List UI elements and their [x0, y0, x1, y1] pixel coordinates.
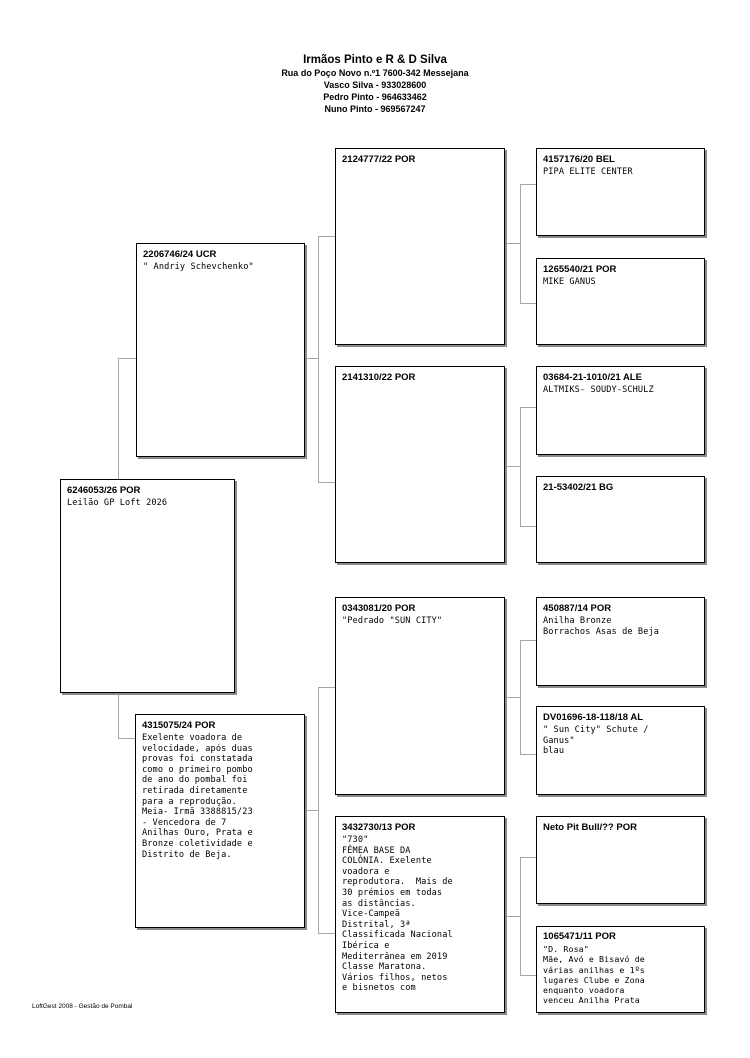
- connector-line: [520, 407, 536, 408]
- dam-sire-dam-description: " Sun City" Schute / Ganus" blau: [543, 725, 649, 757]
- dam-description: Exelente voadora de velocidade, após duas provas foi constatada como o primeiro pombo de ano do pombal foi retirada diretamente para a reprodução. Meia- Irmã 3388815/23 - Vencedora de 7 Anilhas Ouro, Prata e Bronze coletividade e Distrito de Beja.: [142, 733, 253, 860]
- connector-line: [520, 184, 521, 303]
- sire-sire-sire-ring: 4157176/20 BEL: [543, 154, 615, 165]
- connector-line: [318, 236, 335, 237]
- pigeon-description: Leilão GP Loft 2026: [67, 498, 168, 508]
- connector-line: [505, 916, 520, 917]
- sire-card[interactable]: [136, 243, 305, 457]
- dam-dam-dam-card[interactable]: [536, 926, 705, 1013]
- connector-line: [505, 697, 520, 698]
- dam-dam-card[interactable]: [335, 816, 505, 1013]
- connector-line: [118, 738, 135, 739]
- dam-dam-description: "730" FÊMEA BASE DA COLÓNIA. Exelente voadora e reprodutora. Mais de 30 prémios em todas as distâncias. Vice-Campeã Distrital, 3ª Classificada Nacional Ibérica e Mediterrânea em 2019 Classe Maratona. Vários filhos, netos e bisnetos com: [342, 835, 453, 994]
- dam-sire-dam-card[interactable]: [536, 706, 705, 795]
- connector-line: [118, 358, 136, 359]
- sire-dam-sire-description: ALTMIKS- SOUDY-SCHULZ: [543, 385, 654, 395]
- connector-line: [318, 687, 335, 688]
- connector-line: [520, 975, 536, 976]
- connector-line: [318, 933, 335, 934]
- dam-card[interactable]: [135, 714, 305, 928]
- dam-sire-sire-card[interactable]: [536, 597, 705, 686]
- breeder-header: [0, 54, 750, 115]
- breeder-contact-nuno: Nuno Pinto - 969567247: [324, 104, 426, 114]
- dam-dam-ring: 3432730/13 POR: [342, 822, 416, 833]
- connector-line: [520, 640, 536, 641]
- connector-line: [305, 810, 318, 811]
- sire-sire-sire-description: PIPA ELITE CENTER: [543, 167, 633, 177]
- connector-line: [520, 526, 536, 527]
- connector-line: [318, 236, 319, 482]
- footer-credit: LoftGest 2008 - Gestão de Pombal: [32, 1003, 133, 1010]
- sire-dam-dam-card[interactable]: [536, 476, 705, 563]
- dam-sire-ring: 0343081/20 POR: [342, 603, 416, 614]
- sire-dam-card[interactable]: [335, 366, 505, 563]
- connector-line: [520, 857, 521, 975]
- dam-dam-sire-ring: Neto Pit Bull/?? POR: [543, 822, 637, 833]
- dam-dam-sire-card[interactable]: [536, 816, 705, 904]
- sire-sire-sire-card[interactable]: [536, 148, 705, 236]
- connector-line: [520, 407, 521, 526]
- dam-dam-dam-description: "D. Rosa" Mãe, Avó e Bisavó de várias anilhas e 1ºs lugares Clube e Zona enquanto voadora venceu Anilha Prata: [543, 944, 645, 1006]
- sire-description: " Andriy Schevchenko": [143, 262, 254, 272]
- dam-sire-dam-ring: DV01696-18-118/18 AL: [543, 712, 643, 723]
- sire-dam-dam-ring: 21-53402/21 BG: [543, 482, 614, 493]
- dam-sire-sire-ring: 450887/14 POR: [543, 603, 612, 614]
- dam-sire-description: "Pedrado "SUN CITY": [342, 616, 443, 626]
- connector-line: [520, 754, 536, 755]
- breeder-contact-pedro: Pedro Pinto - 964633462: [323, 92, 427, 102]
- sire-ring: 2206746/24 UCR: [143, 249, 217, 260]
- pigeon-card[interactable]: [60, 479, 235, 693]
- connector-line: [505, 466, 520, 467]
- connector-line: [305, 358, 318, 359]
- connector-line: [318, 687, 319, 933]
- connector-line: [520, 857, 536, 858]
- sire-sire-dam-ring: 1265540/21 POR: [543, 264, 617, 275]
- dam-ring: 4315075/24 POR: [142, 720, 216, 731]
- pigeon-ring: 6246053/26 POR: [67, 485, 141, 496]
- breeder-contact-vasco: Vasco Silva - 933028600: [323, 80, 427, 90]
- sire-dam-ring: 2141310/22 POR: [342, 372, 416, 383]
- connector-line: [505, 243, 520, 244]
- dam-sire-sire-description: Anilha Bronze Borrachos Asas de Beja: [543, 616, 660, 637]
- dam-dam-dam-ring: 1065471/11 POR: [543, 931, 616, 942]
- sire-sire-card[interactable]: [335, 148, 505, 345]
- sire-sire-ring: 2124777/22 POR: [342, 154, 416, 165]
- connector-line: [520, 184, 536, 185]
- sire-dam-sire-ring: 03684-21-1010/21 ALE: [543, 372, 642, 383]
- connector-line: [318, 482, 335, 483]
- sire-sire-dam-card[interactable]: [536, 258, 705, 345]
- sire-dam-sire-card[interactable]: [536, 366, 705, 455]
- breeder-address: Rua do Poço Novo n.º1 7600-342 Messejana: [281, 68, 469, 78]
- connector-line: [520, 640, 521, 754]
- sire-sire-dam-description: MIKE GANUS: [543, 277, 596, 287]
- dam-sire-card[interactable]: [335, 597, 505, 795]
- breeder-name: Irmãos Pinto e R & D Silva: [303, 54, 447, 66]
- connector-line: [520, 303, 536, 304]
